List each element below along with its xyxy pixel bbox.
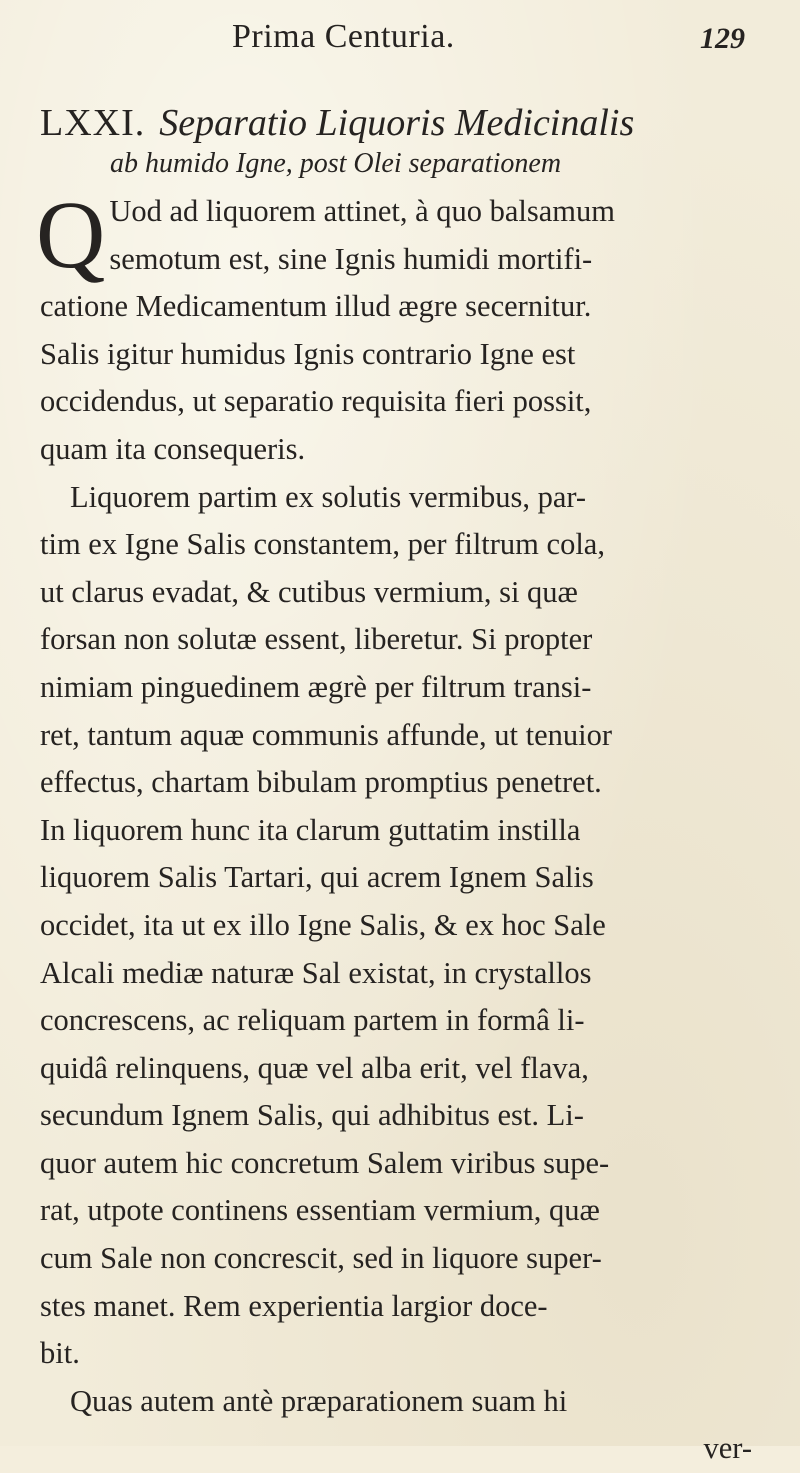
text-line: forsan non solutæ essent, liberetur. Si propter: [40, 622, 593, 657]
text-line: ret, tantum aquæ communis affunde, ut tenuior: [40, 717, 613, 752]
text-line: Uod ad liquorem attinet, à quo balsamum: [109, 194, 616, 228]
text-line: Liquorem partim ex solutis vermibus, par-: [70, 479, 587, 514]
text-line: quor autem hic concretum Salem viribus supe-: [40, 1145, 610, 1180]
text-line: nimiam pinguedinem ægrè per filtrum transi-: [40, 669, 592, 704]
text-line: stes manet. Rem experientia largior doce-: [40, 1288, 548, 1323]
chapter-subtitle: ab humido Igne, post Olei separationem: [110, 148, 562, 179]
text-line: catione Medicamentum illud ægre secernitur.: [40, 289, 592, 324]
text-line: secundum Ignem Salis, qui adhibitus est. Li-: [40, 1098, 584, 1133]
chapter-heading: [40, 100, 780, 182]
text-line: liquorem Salis Tartari, qui acrem Ignem Salis: [40, 860, 594, 895]
text-line: rat, utpote continens essentiam vermium, quæ: [40, 1193, 600, 1228]
body-text: [36, 181, 780, 1473]
text-line: effectus, chartam bibulam promptius penetret.: [40, 765, 602, 800]
text-line: Salis igitur humidus Ignis contrario Igne est: [40, 336, 576, 371]
catchword: ver-: [703, 1431, 752, 1466]
chapter-title-line: [40, 100, 780, 146]
text-line: bit.: [40, 1336, 80, 1371]
page-number: 129: [700, 22, 745, 55]
text-line: tim ex Igne Salis constantem, per filtrum cola,: [40, 527, 605, 562]
text-line: cum Sale non concrescit, sed in liquore super-: [40, 1241, 602, 1276]
running-head: [0, 8, 800, 68]
running-title: Prima Centuria.: [232, 18, 455, 55]
text-line: concrescens, ac reliquam partem in formâ li-: [40, 1003, 585, 1038]
chapter-numeral: LXXI.: [40, 102, 146, 144]
text-line: Alcali mediæ naturæ Sal existat, in crystallos: [40, 955, 592, 990]
text-line: quam ita consequeris.: [40, 431, 306, 466]
catchword-row: [40, 1425, 780, 1473]
text-line: occidendus, ut separatio requisita fieri possit,: [40, 384, 592, 419]
text-line: quidâ relinquens, quæ vel alba erit, vel flava,: [40, 1050, 589, 1085]
text-line: In liquorem hunc ita clarum guttatim instilla: [40, 812, 581, 847]
drop-cap: Q: [36, 181, 106, 288]
text-line: semotum est, sine Ignis humidi mortifi-: [109, 241, 593, 276]
text-line: Quas autem antè præparationem suam hi: [70, 1383, 568, 1418]
text-line: occidet, ita ut ex illo Igne Salis, & ex hoc Sale: [40, 907, 606, 942]
text-line: ut clarus evadat, & cutibus vermium, si quæ: [40, 574, 578, 609]
chapter-title: Separatio Liquoris Medicinalis: [159, 102, 635, 144]
